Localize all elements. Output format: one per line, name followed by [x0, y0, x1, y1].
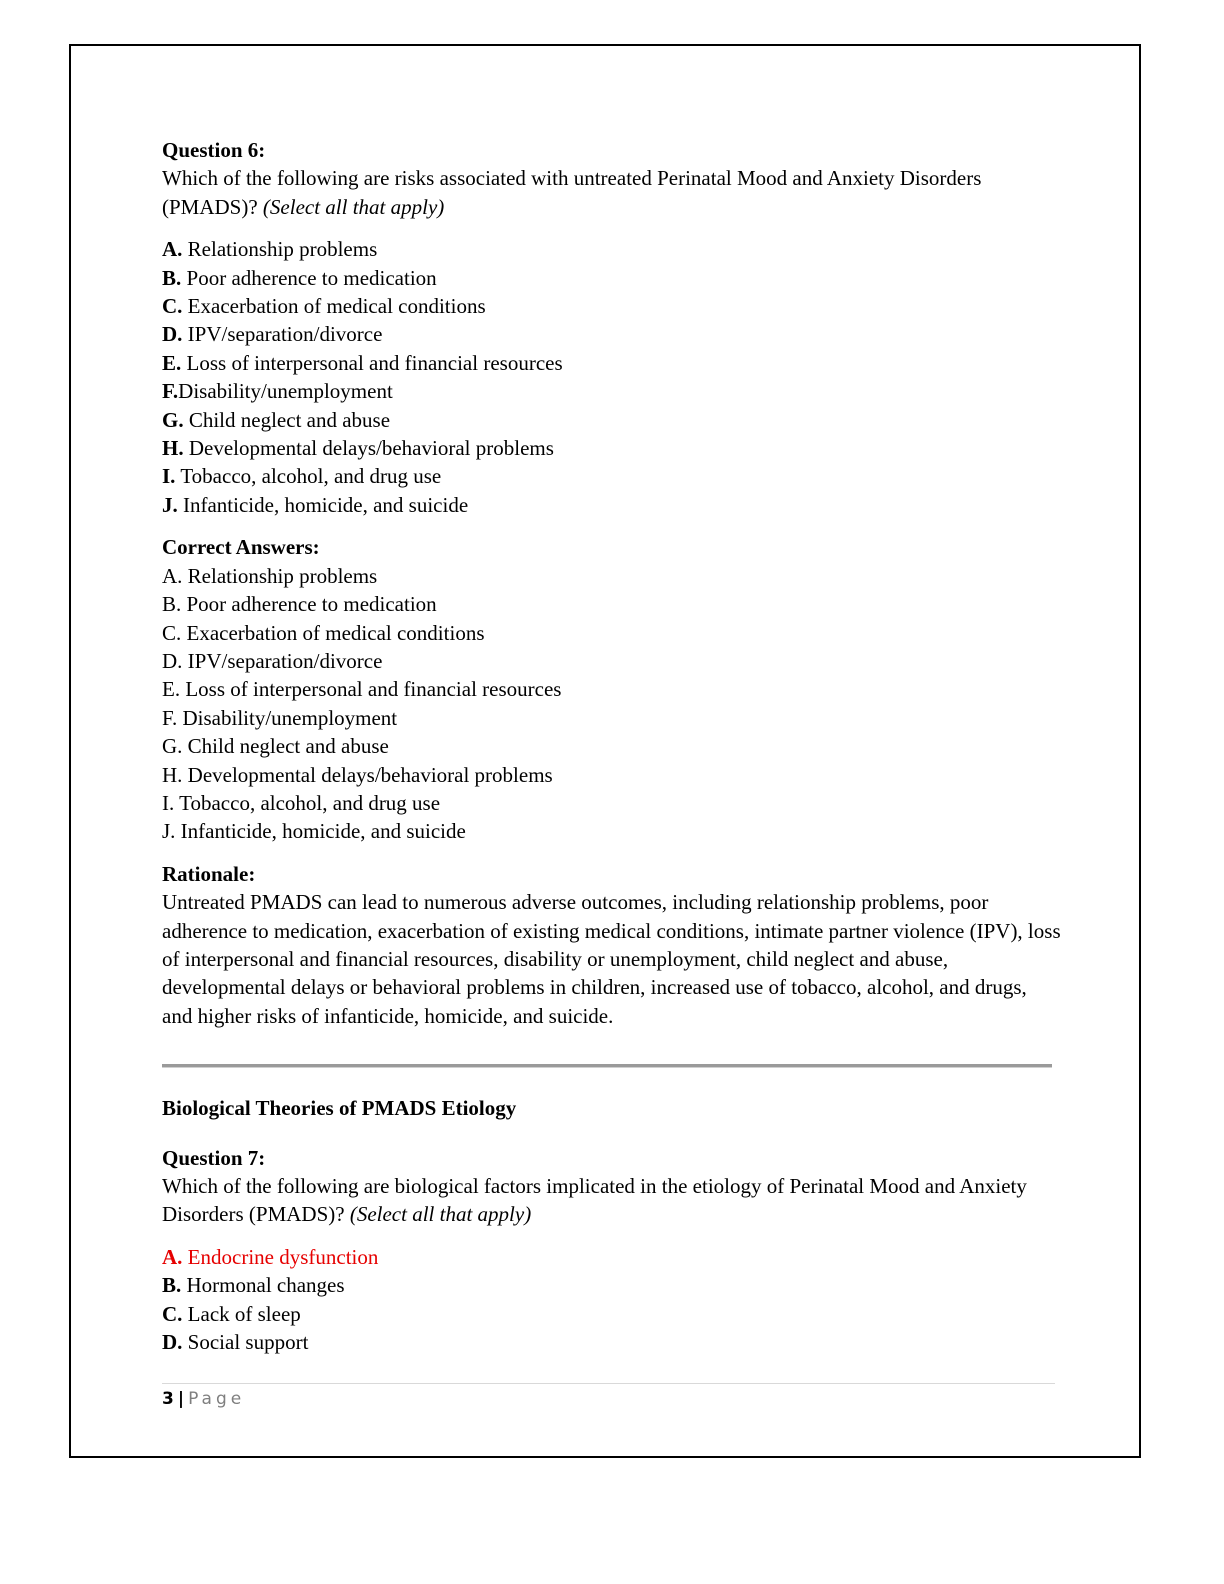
option-text: Hormonal changes	[186, 1273, 345, 1298]
option-letter: A.	[162, 237, 183, 262]
option-text: Developmental delays/behavioral problems	[188, 436, 554, 461]
question-6-options	[162, 235, 1062, 519]
section-title: Biological Theories of PMADS Etiology	[162, 1096, 517, 1121]
question-7-select-note: (Select all that apply)	[349, 1202, 532, 1227]
question-6-prompt	[162, 164, 1062, 221]
correct-answer-item: F. Disability/unemployment	[162, 705, 398, 730]
option-letter: A.	[162, 1244, 183, 1269]
question-6-option-a	[162, 235, 1062, 263]
footer-rule	[162, 1383, 1055, 1384]
question-6-prompt-text: Which of the following are risks associated with untreated Perinatal Mood and Anxiety Disorders (PMADS)?	[162, 166, 982, 219]
question-7-title: Question 7:	[162, 1145, 266, 1170]
question-6-option-f	[162, 377, 1062, 405]
correct-answer-item: H. Developmental delays/behavioral problems	[162, 762, 553, 787]
option-text: Tobacco, alcohol, and drug use	[180, 464, 442, 489]
question-6-option-e	[162, 349, 1062, 377]
option-letter: C.	[162, 294, 183, 319]
correct-answers-title: Correct Answers:	[162, 535, 320, 560]
option-letter: J.	[162, 492, 178, 517]
option-text: Exacerbation of medical conditions	[187, 294, 486, 319]
correct-answer-item: B. Poor adherence to medication	[162, 592, 437, 617]
option-letter: B.	[162, 265, 182, 290]
option-text: Social support	[187, 1330, 309, 1355]
option-text: Disability/unemployment	[178, 379, 393, 404]
question-6-option-d	[162, 320, 1062, 348]
question-7-option-b	[162, 1271, 1062, 1299]
footer-separator: |	[177, 1389, 185, 1409]
correct-answer-item: J. Infanticide, homicide, and suicide	[162, 819, 466, 844]
section-divider	[162, 1064, 1052, 1068]
question-7-option-d	[162, 1328, 1062, 1356]
option-letter: B.	[162, 1273, 182, 1298]
option-text: IPV/separation/divorce	[187, 322, 383, 347]
option-text: Child neglect and abuse	[188, 407, 391, 432]
option-text: Infanticide, homicide, and suicide	[183, 492, 469, 517]
correct-answer-item: I. Tobacco, alcohol, and drug use	[162, 790, 441, 815]
option-letter: C.	[162, 1301, 183, 1326]
question-7-prompt	[162, 1172, 1062, 1229]
question-6-option-h	[162, 434, 1062, 462]
document-body	[162, 136, 1062, 1356]
correct-answer-item: G. Child neglect and abuse	[162, 734, 389, 759]
page-footer	[162, 1388, 245, 1410]
option-letter: H.	[162, 436, 184, 461]
question-6-option-c	[162, 292, 1062, 320]
option-text: Loss of interpersonal and financial resources	[186, 350, 563, 375]
question-6-select-note: (Select all that apply)	[262, 194, 445, 219]
option-text: Lack of sleep	[187, 1301, 301, 1326]
option-letter: D.	[162, 322, 183, 347]
page-label: Page	[188, 1389, 246, 1409]
correct-answer-item: A. Relationship problems	[162, 563, 378, 588]
question-6-title: Question 6:	[162, 138, 266, 162]
option-letter: F.	[162, 379, 179, 404]
option-letter: I.	[162, 464, 176, 489]
question-7-options	[162, 1243, 1062, 1357]
page-number: 3	[162, 1389, 174, 1409]
option-letter: G.	[162, 407, 184, 432]
rationale-text: Untreated PMADS can lead to numerous adverse outcomes, including relationship problems, poor adherence to medication, exacerbation of existing medical conditions, intimate partner violence (IPV), loss of interpersonal and financial resources, disability or unemployment, child neglect and abuse, developmental delays or behavioral problems in children, increased use of tobacco, alcohol, and drugs, and higher risks of infanticide, homicide, and suicide.	[162, 890, 1061, 1028]
correct-answer-item: D. IPV/separation/divorce	[162, 648, 383, 673]
option-letter: D.	[162, 1330, 183, 1355]
option-text: Poor adherence to medication	[186, 265, 437, 290]
question-7-prompt-text: Which of the following are biological factors implicated in the etiology of Perinatal Mood and Anxiety Disorders (PMADS)?	[162, 1174, 1027, 1227]
question-7-option-c	[162, 1300, 1062, 1328]
rationale-title: Rationale:	[162, 861, 256, 886]
option-text: Relationship problems	[187, 237, 378, 262]
option-text: Endocrine dysfunction	[187, 1244, 379, 1269]
correct-answer-item: E. Loss of interpersonal and financial resources	[162, 677, 562, 702]
question-6-option-g	[162, 406, 1062, 434]
question-6-option-b	[162, 264, 1062, 292]
correct-answer-item: C. Exacerbation of medical conditions	[162, 620, 485, 645]
correct-answers-list	[162, 562, 1062, 846]
question-6-option-i	[162, 462, 1062, 490]
option-letter: E.	[162, 350, 182, 375]
question-6-option-j	[162, 491, 1062, 519]
question-7-option-a	[162, 1243, 1062, 1271]
